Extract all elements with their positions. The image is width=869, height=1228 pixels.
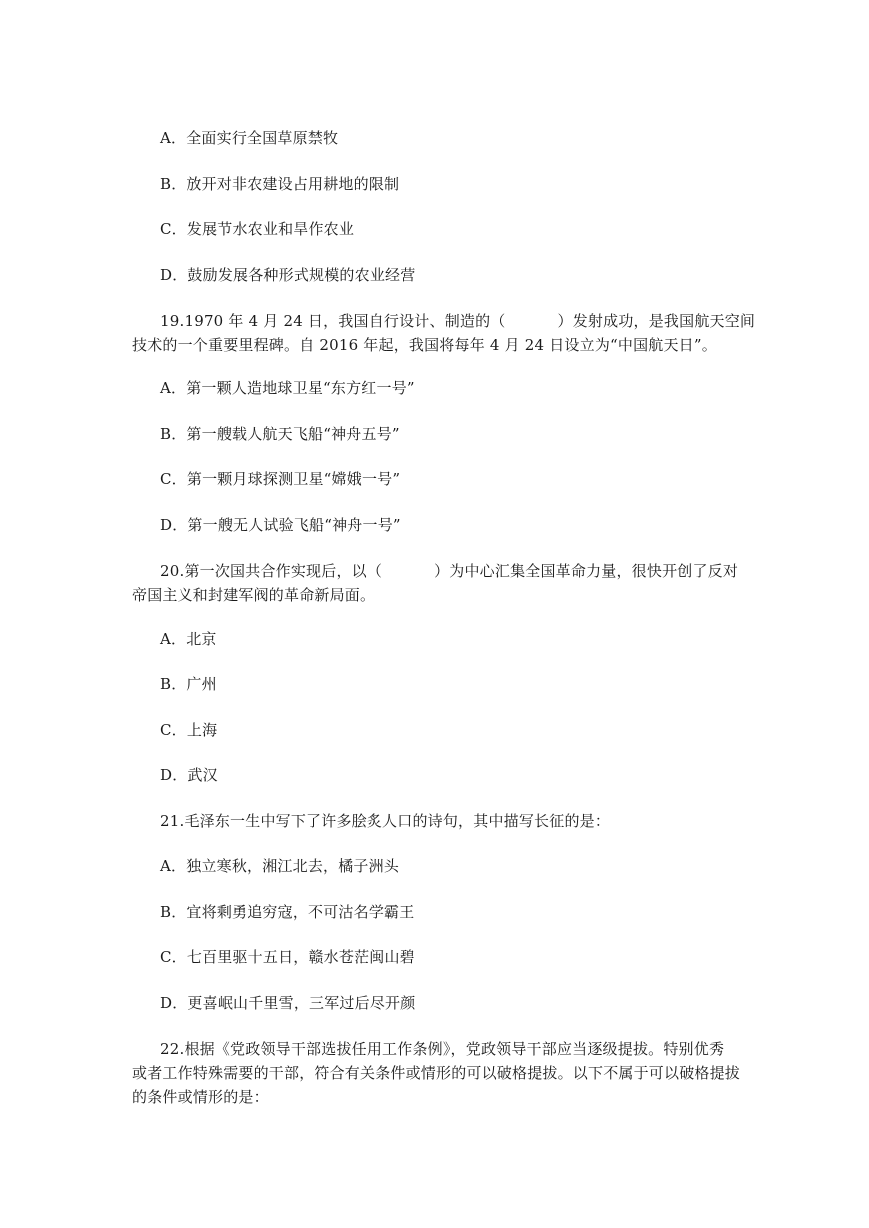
q21-option-d: D．更喜岷山千里雪，三军过后尽开颜 xyxy=(160,994,416,1012)
q21-option-c: C．七百里驱十五日，赣水苍茫闽山碧 xyxy=(160,948,415,966)
q20-stem-part-1: 20.第一次国共合作实现后，以（ xyxy=(160,562,383,580)
q21-option-a: A．独立寒秋，湘江北去，橘子洲头 xyxy=(160,857,400,875)
q20-option-c: C．上海 xyxy=(160,721,218,739)
q20-option-b: B．广州 xyxy=(160,675,217,693)
q18-option-b: B．放开对非农建设占用耕地的限制 xyxy=(160,175,400,193)
q18-option-a: A．全面实行全国草原禁牧 xyxy=(160,129,339,147)
q19-option-c: C．第一颗月球探测卫星“嫦娥一号” xyxy=(160,470,401,488)
q21-option-b: B．宜将剩勇追穷寇，不可沽名学霸王 xyxy=(160,903,415,921)
q18-option-d: D．鼓励发展各种形式规模的农业经营 xyxy=(160,266,416,284)
q20-stem-part-2: ）为中心汇集全国革命力量，很快开创了反对 xyxy=(434,562,739,580)
q20-option-a: A．北京 xyxy=(160,630,217,648)
q19-stem-part-1: 19.1970 年 4 月 24 日，我国自行设计、制造的（ xyxy=(160,312,506,330)
q22-stem-line-3: 的条件或情形的是： xyxy=(132,1088,269,1106)
q20-option-d: D．武汉 xyxy=(160,766,218,784)
q19-stem-part-2: ）发射成功，是我国航天空间 xyxy=(557,312,756,330)
q19-stem-line-1 xyxy=(160,311,755,331)
q22-stem-line-2: 或者工作特殊需要的干部，符合有关条件或情形的可以破格提拔。以下不属于可以破格提拔 xyxy=(132,1064,741,1082)
q18-option-c: C．发展节水农业和旱作农业 xyxy=(160,220,355,238)
q20-stem-line-2: 帝国主义和封建军阀的革命新局面。 xyxy=(132,586,376,604)
q20-stem-line-1 xyxy=(160,561,738,581)
q19-option-d: D．第一艘无人试验飞船“神舟一号” xyxy=(160,516,401,534)
q19-option-a: A．第一颗人造地球卫星“东方红一号” xyxy=(160,379,415,397)
q22-stem-line-1: 22.根据《党政领导干部选拔任用工作条例》，党政领导干部应当逐级提拔。特别优秀 xyxy=(160,1040,725,1058)
q19-option-b: B．第一艘载人航天飞船“神舟五号” xyxy=(160,425,400,443)
q21-stem-line-1: 21.毛泽东一生中写下了许多脍炙人口的诗句，其中描写长征的是： xyxy=(160,812,611,830)
q19-stem-line-2: 技术的一个重要里程碑。自 2016 年起，我国将每年 4 月 24 日设立为“中国航天日”。 xyxy=(132,336,717,354)
